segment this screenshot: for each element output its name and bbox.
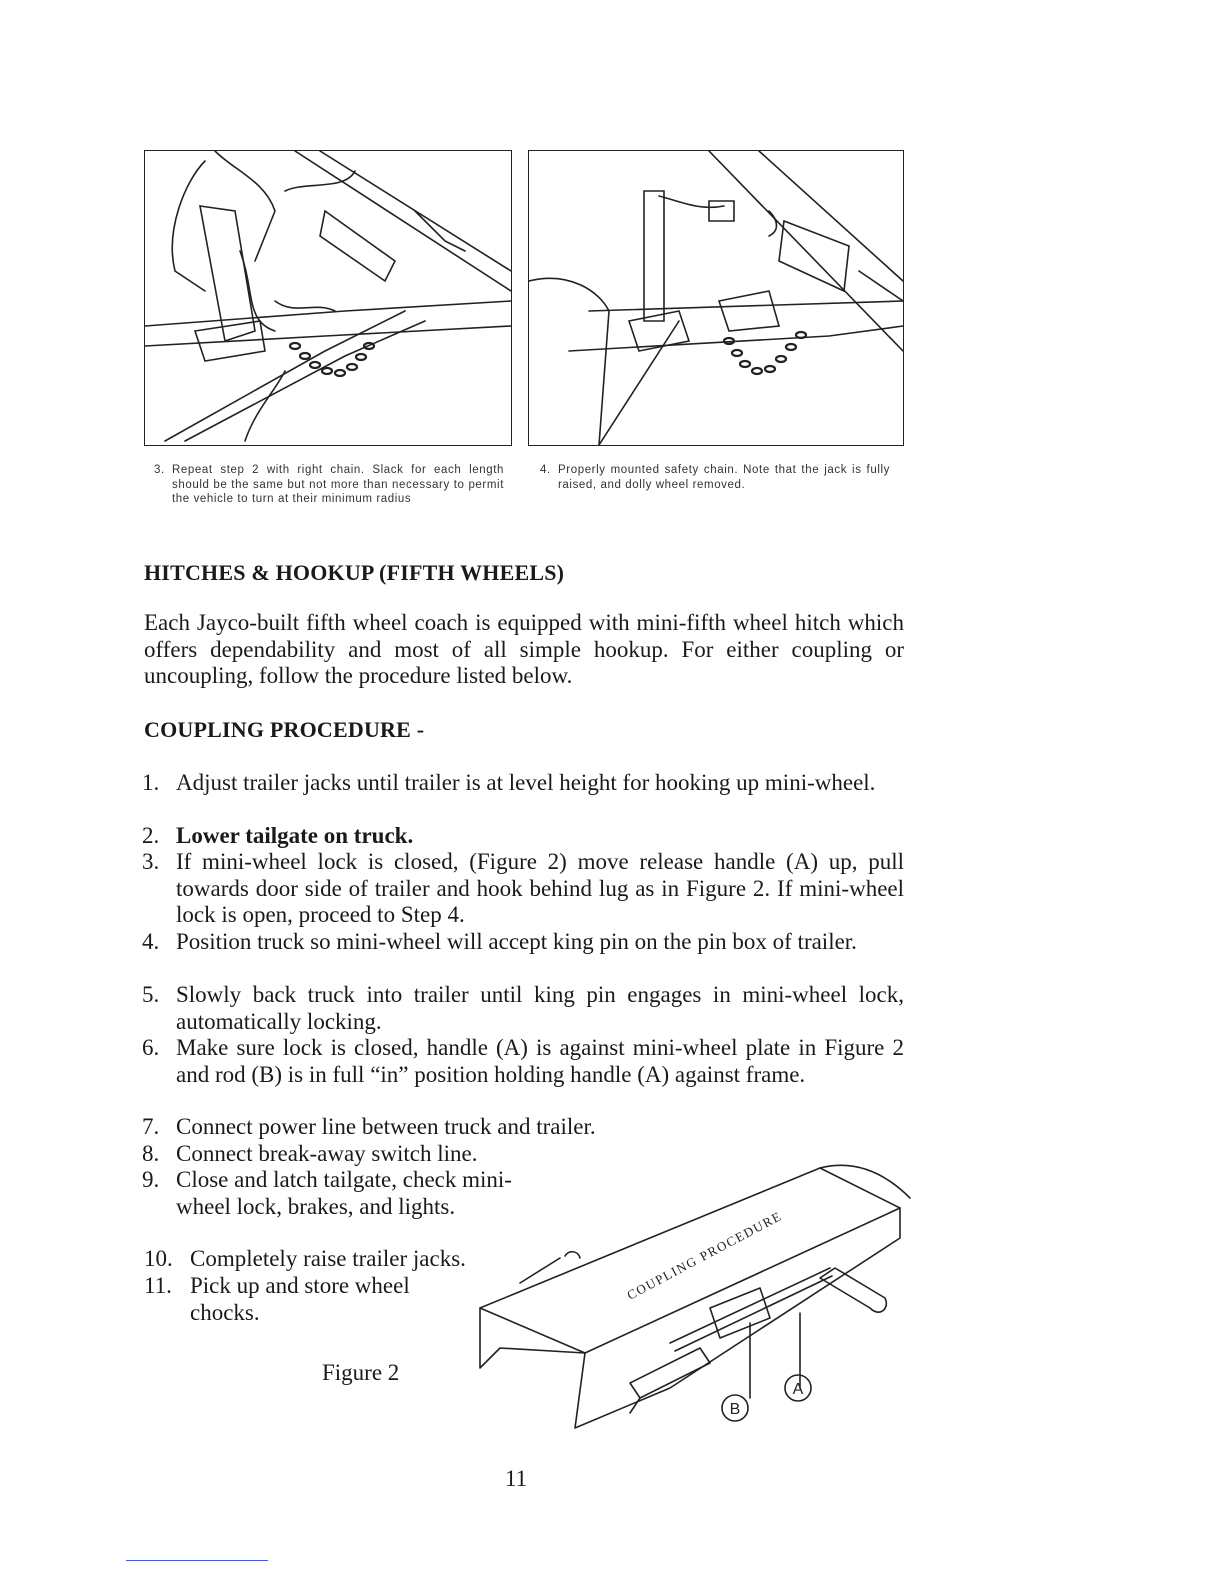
step-number: 1.	[142, 770, 160, 795]
step-text: Connect break-away switch line.	[176, 1141, 478, 1166]
figure-2-caption: Figure 2	[322, 1360, 400, 1385]
hitch-chain-illustration-left	[145, 151, 511, 445]
step-number: 7.	[142, 1114, 160, 1139]
step-number: 9.	[142, 1167, 160, 1192]
step-text: Connect power line between truck and trailer.	[176, 1114, 596, 1139]
step-6	[142, 1035, 904, 1088]
step-2	[142, 823, 904, 850]
step-7	[142, 1114, 904, 1141]
photo-caption-step-3	[154, 463, 504, 507]
step-text: Slowly back truck into trailer until king pin engages in mini-wheel lock, automatically locking.	[176, 982, 904, 1034]
step-text: If mini-wheel lock is closed, (Figure 2) move release handle (A) up, pull towards door side of trailer and hook behind lug as in Figure 2. If mini-wheel lock is open, proceed to Step 4.	[176, 849, 904, 927]
step-4	[142, 929, 904, 956]
hitch-chain-illustration-right	[529, 151, 903, 445]
step-3	[142, 849, 904, 929]
caption-number: 3.	[154, 464, 165, 476]
figure-2-illustration	[440, 1148, 930, 1438]
photo-caption-step-4	[540, 463, 890, 492]
footer-rule	[126, 1560, 268, 1561]
step-text: Lower tailgate on truck.	[176, 823, 414, 848]
page-number: 11	[505, 1466, 528, 1491]
step-11	[144, 1273, 452, 1326]
step-number: 10.	[144, 1246, 173, 1271]
coupling-procedure-heading: COUPLING PROCEDURE -	[144, 717, 425, 742]
section-heading: HITCHES & HOOKUP (FIFTH WHEELS)	[144, 560, 565, 585]
step-5	[142, 982, 904, 1035]
step-text: Adjust trailer jacks until trailer is at level height for hooking up mini-wheel.	[176, 770, 876, 795]
caption-text: Repeat step 2 with right chain. Slack for each length should be the same but not more than necessary to permit the vehicle to turn at their minimum radius	[172, 464, 504, 505]
step-number: 5.	[142, 982, 160, 1007]
step-number: 4.	[142, 929, 160, 954]
step-text: Position truck so mini-wheel will accept king pin on the pin box of trailer.	[176, 929, 857, 954]
callout-a-label: A	[792, 1381, 804, 1398]
caption-number: 4.	[540, 464, 551, 476]
step-number: 8.	[142, 1141, 160, 1166]
step-text: Close and latch tailgate, check mini-wheel lock, brakes, and lights.	[176, 1167, 512, 1219]
intro-paragraph: Each Jayco-built fifth wheel coach is equipped with mini-fifth wheel hitch which offers dependability and most of all simple hookup. For either coupling or uncoupling, follow the procedure listed below.	[144, 610, 904, 688]
step-number: 3.	[142, 849, 160, 874]
step-1	[142, 770, 904, 797]
photo-step-3	[144, 150, 512, 446]
photo-step-4	[528, 150, 904, 446]
callout-b-label: B	[729, 1401, 741, 1418]
step-number: 2.	[142, 823, 160, 848]
step-number: 11.	[144, 1273, 172, 1298]
step-number: 6.	[142, 1035, 160, 1060]
caption-text: Properly mounted safety chain. Note that the jack is fully raised, and dolly wheel removed.	[558, 464, 890, 491]
step-text: Completely raise trailer jacks.	[190, 1246, 466, 1271]
mini-fifth-wheel-plate-illustration	[440, 1148, 930, 1438]
step-text: Pick up and store wheel chocks.	[190, 1273, 410, 1325]
figure-plate-text: COUPLING PROCEDURE	[624, 1208, 785, 1303]
step-text: Make sure lock is closed, handle (A) is against mini-wheel plate in Figure 2 and rod (B) is in full “in” position holding handle (A) against frame.	[176, 1035, 904, 1087]
